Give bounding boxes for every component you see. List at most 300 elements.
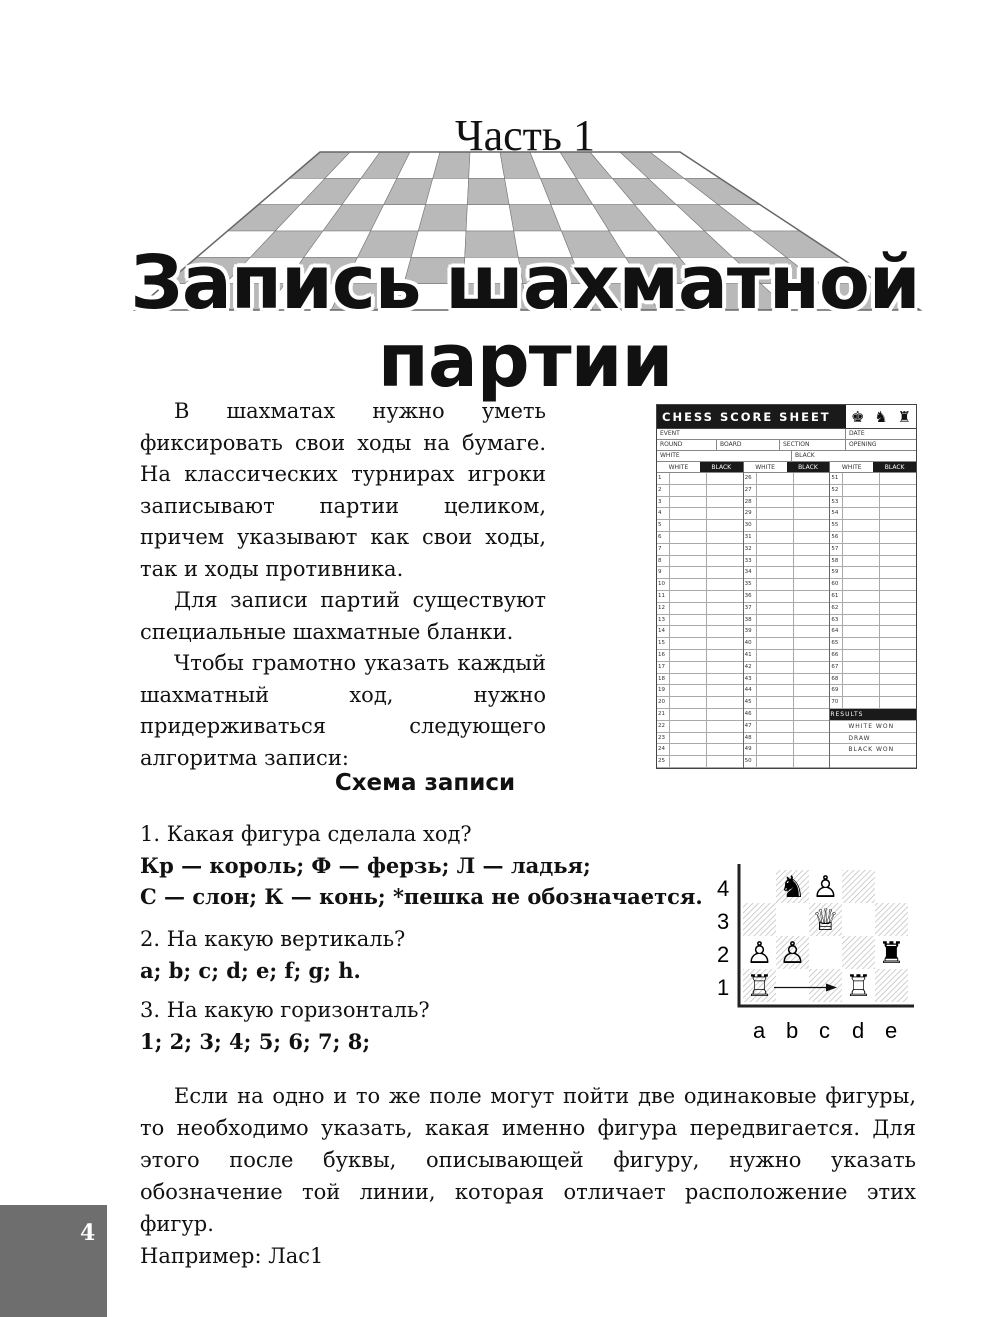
white-move-cell[interactable] (670, 544, 707, 555)
move-row (657, 709, 743, 721)
black-move-cell[interactable] (707, 473, 743, 484)
move-number: 50 (744, 756, 757, 767)
chess-piece-b2: ♙ (779, 936, 806, 971)
chess-piece-c4: ♙ (812, 870, 839, 905)
move-row (830, 685, 916, 697)
black-move-cell[interactable] (707, 685, 743, 696)
white-move-cell[interactable] (757, 674, 794, 685)
black-move-cell[interactable] (707, 709, 743, 720)
move-number: 60 (830, 579, 843, 590)
white-move-cell[interactable] (757, 756, 794, 767)
move-row (657, 508, 743, 520)
white-move-cell[interactable] (757, 497, 794, 508)
move-number: 8 (657, 556, 670, 567)
move-number: 32 (744, 544, 757, 555)
white-move-cell[interactable] (843, 567, 880, 578)
black-move-cell[interactable] (880, 685, 916, 696)
black-move-cell[interactable] (707, 697, 743, 708)
move-row (657, 733, 743, 745)
white-move-cell[interactable] (670, 674, 707, 685)
move-number: 22 (657, 721, 670, 732)
white-move-cell[interactable] (843, 544, 880, 555)
move-number: 56 (830, 532, 843, 543)
black-move-cell[interactable] (707, 650, 743, 661)
move-row (744, 508, 830, 520)
white-move-cell[interactable] (757, 650, 794, 661)
intro-text (140, 396, 546, 774)
move-row (657, 662, 743, 674)
white-move-cell[interactable] (757, 485, 794, 496)
white-player-field: WHITE (657, 451, 792, 461)
white-move-cell[interactable] (670, 591, 707, 602)
white-move-cell[interactable] (670, 626, 707, 637)
black-move-cell[interactable] (794, 567, 830, 578)
black-move-cell[interactable] (707, 638, 743, 649)
white-move-cell[interactable] (670, 485, 707, 496)
white-move-cell[interactable] (670, 638, 707, 649)
move-number: 5 (657, 520, 670, 531)
board-field: BOARD (717, 440, 780, 450)
answer-text: С — слон; К — конь; *пешка не обозначается. (140, 884, 703, 909)
move-row (744, 756, 830, 768)
black-move-cell[interactable] (794, 685, 830, 696)
white-move-cell[interactable] (757, 520, 794, 531)
black-header: BLACK (873, 462, 916, 472)
move-number: 62 (830, 603, 843, 614)
question-2 (140, 924, 405, 986)
white-move-cell[interactable] (670, 508, 707, 519)
chess-piece-d1: ♖ (845, 969, 872, 1004)
move-row (830, 497, 916, 509)
black-move-cell[interactable] (794, 674, 830, 685)
move-number: 53 (830, 497, 843, 508)
question-1 (140, 819, 703, 912)
move-number: 55 (830, 520, 843, 531)
black-move-cell[interactable] (880, 497, 916, 508)
white-move-cell[interactable] (757, 556, 794, 567)
black-move-cell[interactable] (707, 756, 743, 767)
white-move-cell[interactable] (843, 615, 880, 626)
white-move-cell[interactable] (843, 697, 880, 708)
move-number: 44 (744, 685, 757, 696)
file-label: b (786, 1018, 799, 1040)
black-move-cell[interactable] (880, 579, 916, 590)
black-move-cell[interactable] (707, 662, 743, 673)
white-move-cell[interactable] (757, 685, 794, 696)
move-number: 18 (657, 674, 670, 685)
board-square (426, 178, 469, 204)
black-move-cell[interactable] (794, 485, 830, 496)
white-move-cell[interactable] (757, 709, 794, 720)
move-row (657, 532, 743, 544)
move-number: 26 (744, 473, 757, 484)
white-move-cell[interactable] (670, 709, 707, 720)
move-row (744, 591, 830, 603)
move-row (744, 662, 830, 674)
move-row (744, 709, 830, 721)
rank-label: 4 (717, 876, 730, 901)
example-text: Например: Лас1 (140, 1244, 324, 1268)
move-number: 20 (657, 697, 670, 708)
black-move-cell[interactable] (880, 615, 916, 626)
white-move-cell[interactable] (843, 532, 880, 543)
white-move-cell[interactable] (757, 473, 794, 484)
black-move-cell[interactable] (707, 544, 743, 555)
black-move-cell[interactable] (880, 473, 916, 484)
white-move-cell[interactable] (757, 579, 794, 590)
move-row (744, 556, 830, 568)
move-row (830, 485, 916, 497)
black-move-cell[interactable] (707, 603, 743, 614)
move-row (657, 638, 743, 650)
black-move-cell[interactable] (794, 615, 830, 626)
black-move-cell[interactable] (707, 485, 743, 496)
move-row (830, 650, 916, 662)
move-row (657, 544, 743, 556)
black-move-cell[interactable] (794, 626, 830, 637)
section-field: SECTION (780, 440, 846, 450)
black-move-cell[interactable] (794, 532, 830, 543)
move-row (657, 697, 743, 709)
diagram-square (875, 870, 908, 903)
white-move-cell[interactable] (757, 721, 794, 732)
move-number: 61 (830, 591, 843, 602)
chess-piece-a2: ♙ (746, 936, 773, 971)
black-move-cell[interactable] (880, 520, 916, 531)
black-move-cell[interactable] (707, 721, 743, 732)
diagram-square (875, 969, 908, 1002)
white-move-cell[interactable] (757, 532, 794, 543)
move-row (744, 579, 830, 591)
move-number: 23 (657, 733, 670, 744)
move-row (830, 674, 916, 686)
king-icon: ♚ (850, 407, 865, 426)
part-label: Часть 1 (455, 111, 595, 160)
move-row (657, 485, 743, 497)
white-move-cell[interactable] (670, 744, 707, 755)
black-move-cell[interactable] (794, 520, 830, 531)
move-number: 13 (657, 615, 670, 626)
white-header: WHITE (755, 464, 775, 471)
black-move-cell[interactable] (794, 603, 830, 614)
move-number: 46 (744, 709, 757, 720)
rank-label: 3 (717, 909, 730, 934)
white-move-cell[interactable] (843, 650, 880, 661)
white-move-cell[interactable] (670, 685, 707, 696)
paragraph: Если на одно и то же поле могут пойти две одинаковые фигуры, то необходимо указать, какая именно фигура передвигается. Для этого после буквы, описывающей фигуру, нужно указать обозначение той линии, которая отличает расположение этих фигур. (140, 1084, 916, 1236)
white-move-cell[interactable] (670, 733, 707, 744)
black-move-cell[interactable] (707, 556, 743, 567)
move-number: 28 (744, 497, 757, 508)
black-move-cell[interactable] (794, 650, 830, 661)
white-move-cell[interactable] (843, 626, 880, 637)
black-move-cell[interactable] (794, 579, 830, 590)
move-number: 37 (744, 603, 757, 614)
move-number: 4 (657, 508, 670, 519)
move-row (744, 473, 830, 485)
black-move-cell[interactable] (794, 497, 830, 508)
outro-text (140, 1080, 916, 1272)
move-row (744, 674, 830, 686)
white-move-cell[interactable] (757, 733, 794, 744)
move-row (744, 544, 830, 556)
white-move-cell[interactable] (670, 721, 707, 732)
white-move-cell[interactable] (757, 508, 794, 519)
question-text: 2. На какую вертикаль? (140, 927, 406, 951)
move-row (830, 544, 916, 556)
file-label: e (885, 1018, 898, 1040)
black-move-cell[interactable] (707, 674, 743, 685)
move-number: 65 (830, 638, 843, 649)
black-move-cell[interactable] (880, 662, 916, 673)
move-row (744, 685, 830, 697)
move-row (744, 603, 830, 615)
move-number: 47 (744, 721, 757, 732)
move-number: 17 (657, 662, 670, 673)
move-row (744, 567, 830, 579)
black-move-cell[interactable] (707, 615, 743, 626)
black-move-cell[interactable] (880, 508, 916, 519)
white-move-cell[interactable] (843, 674, 880, 685)
white-move-cell[interactable] (670, 603, 707, 614)
white-move-cell[interactable] (843, 591, 880, 602)
move-row (830, 697, 916, 709)
white-move-cell[interactable] (670, 697, 707, 708)
white-move-cell[interactable] (843, 579, 880, 590)
black-move-cell[interactable] (880, 697, 916, 708)
event-field: EVENT (657, 429, 846, 439)
move-row (657, 556, 743, 568)
move-number: 9 (657, 567, 670, 578)
black-header: BLACK (787, 462, 830, 472)
black-move-cell[interactable] (707, 497, 743, 508)
score-column (830, 462, 916, 768)
white-move-cell[interactable] (843, 603, 880, 614)
white-move-cell[interactable] (757, 591, 794, 602)
chess-piece-c3: ♕ (812, 903, 839, 938)
white-move-cell[interactable] (843, 508, 880, 519)
diagram-square (743, 903, 776, 936)
move-row (657, 615, 743, 627)
diagram-square (776, 969, 809, 1002)
answer-text: a; b; c; d; e; f; g; h. (140, 958, 361, 983)
score-column (657, 462, 744, 768)
move-number: 45 (744, 697, 757, 708)
chess-score-sheet (656, 404, 917, 769)
white-move-cell[interactable] (670, 473, 707, 484)
move-row (830, 662, 916, 674)
white-move-cell[interactable] (670, 520, 707, 531)
move-row (657, 721, 743, 733)
move-number: 15 (657, 638, 670, 649)
diagram-square (875, 903, 908, 936)
diagram-square (809, 936, 842, 969)
move-row (657, 650, 743, 662)
question-text: 1. Какая фигура сделала ход? (140, 822, 472, 846)
move-number: 41 (744, 650, 757, 661)
move-number: 52 (830, 485, 843, 496)
white-move-cell[interactable] (757, 662, 794, 673)
black-move-cell[interactable] (707, 626, 743, 637)
black-move-cell[interactable] (794, 744, 830, 755)
move-row (744, 497, 830, 509)
white-move-cell[interactable] (757, 544, 794, 555)
move-number: 6 (657, 532, 670, 543)
move-number: 48 (744, 733, 757, 744)
move-number: 63 (830, 615, 843, 626)
black-move-cell[interactable] (794, 544, 830, 555)
black-move-cell[interactable] (880, 532, 916, 543)
move-row (744, 697, 830, 709)
move-row (830, 508, 916, 520)
black-move-cell[interactable] (794, 662, 830, 673)
black-move-cell[interactable] (794, 556, 830, 567)
question-3 (140, 995, 430, 1057)
file-label: c (819, 1018, 830, 1040)
black-move-cell[interactable] (707, 508, 743, 519)
black-move-cell[interactable] (880, 626, 916, 637)
white-move-cell[interactable] (843, 473, 880, 484)
scheme-heading: Схема записи (334, 770, 516, 796)
black-move-cell[interactable] (880, 591, 916, 602)
black-move-cell[interactable] (794, 473, 830, 484)
move-number: 39 (744, 626, 757, 637)
white-header: WHITE (668, 464, 689, 471)
page-number: 4 (80, 1220, 96, 1246)
move-number: 43 (744, 674, 757, 685)
black-move-cell[interactable] (880, 544, 916, 555)
result-black-won[interactable]: BLACK WON (830, 744, 916, 756)
black-move-cell[interactable] (707, 591, 743, 602)
black-move-cell[interactable] (794, 721, 830, 732)
black-move-cell[interactable] (707, 579, 743, 590)
move-number: 1 (657, 473, 670, 484)
file-label: a (753, 1018, 766, 1040)
white-move-cell[interactable] (757, 638, 794, 649)
white-move-cell[interactable] (670, 532, 707, 543)
move-row (657, 473, 743, 485)
white-move-cell[interactable] (843, 662, 880, 673)
move-row (830, 567, 916, 579)
white-move-cell[interactable] (843, 556, 880, 567)
move-row (830, 520, 916, 532)
rank-label: 1 (717, 975, 730, 1000)
black-move-cell[interactable] (880, 556, 916, 567)
white-move-cell[interactable] (757, 626, 794, 637)
white-move-cell[interactable] (843, 685, 880, 696)
paragraph: Для записи партий существуют специальные шахматные бланки. (140, 588, 546, 644)
diagram-square (842, 903, 875, 936)
result-white-won[interactable]: WHITE WON (830, 721, 916, 733)
chess-piece-b4: ♞ (779, 870, 806, 905)
white-move-cell[interactable] (843, 638, 880, 649)
black-move-cell[interactable] (880, 485, 916, 496)
move-number: 36 (744, 591, 757, 602)
black-move-cell[interactable] (794, 697, 830, 708)
white-move-cell[interactable] (670, 497, 707, 508)
white-move-cell[interactable] (670, 615, 707, 626)
move-number: 35 (744, 579, 757, 590)
result-empty-row (830, 756, 916, 768)
chess-piece-e2: ♜ (878, 936, 905, 971)
move-number: 29 (744, 508, 757, 519)
black-move-cell[interactable] (794, 508, 830, 519)
black-move-cell[interactable] (880, 674, 916, 685)
diagram-square (776, 903, 809, 936)
move-number: 21 (657, 709, 670, 720)
move-number: 14 (657, 626, 670, 637)
move-row (657, 674, 743, 686)
white-move-cell[interactable] (670, 650, 707, 661)
move-number: 10 (657, 579, 670, 590)
move-row (657, 603, 743, 615)
move-number: 42 (744, 662, 757, 673)
white-move-cell[interactable] (670, 662, 707, 673)
move-number: 16 (657, 650, 670, 661)
black-move-cell[interactable] (707, 733, 743, 744)
diagram-square (842, 936, 875, 969)
white-move-cell[interactable] (757, 744, 794, 755)
move-row (657, 567, 743, 579)
white-move-cell[interactable] (757, 603, 794, 614)
black-move-cell[interactable] (794, 591, 830, 602)
black-move-cell[interactable] (794, 756, 830, 767)
move-number: 57 (830, 544, 843, 555)
black-move-cell[interactable] (880, 567, 916, 578)
black-move-cell[interactable] (794, 709, 830, 720)
move-number: 7 (657, 544, 670, 555)
move-number: 30 (744, 520, 757, 531)
black-move-cell[interactable] (707, 532, 743, 543)
white-move-cell[interactable] (843, 520, 880, 531)
black-move-cell[interactable] (880, 603, 916, 614)
white-move-cell[interactable] (670, 756, 707, 767)
white-move-cell[interactable] (843, 485, 880, 496)
move-row (830, 473, 916, 485)
move-number: 51 (830, 473, 843, 484)
black-move-cell[interactable] (880, 650, 916, 661)
white-move-cell[interactable] (843, 497, 880, 508)
move-row (657, 497, 743, 509)
black-move-cell[interactable] (707, 744, 743, 755)
move-row (744, 520, 830, 532)
knight-icon: ♞ (874, 407, 888, 426)
board-square (418, 205, 467, 231)
white-move-cell[interactable] (757, 697, 794, 708)
white-move-cell[interactable] (670, 567, 707, 578)
chapter-title: Запись шахматной (130, 240, 920, 326)
white-move-cell[interactable] (757, 567, 794, 578)
black-move-cell[interactable] (794, 638, 830, 649)
date-field: DATE (849, 430, 865, 437)
black-move-cell[interactable] (707, 567, 743, 578)
white-move-cell[interactable] (757, 615, 794, 626)
question-text: 3. На какую горизонталь? (140, 998, 430, 1022)
black-move-cell[interactable] (880, 638, 916, 649)
move-number: 64 (830, 626, 843, 637)
paragraph: В шахматах нужно уметь фиксировать свои ходы на бумаге. На классических турнирах игроки записывают партии целиком, причем указывают как свои ходы, так и ходы противника. (140, 399, 546, 581)
board-square (467, 178, 509, 204)
move-number: 19 (657, 685, 670, 696)
white-move-cell[interactable] (670, 579, 707, 590)
move-row (830, 556, 916, 568)
black-move-cell[interactable] (707, 520, 743, 531)
move-row (744, 626, 830, 638)
result-draw[interactable]: DRAW (830, 733, 916, 745)
white-move-cell[interactable] (670, 556, 707, 567)
round-field: ROUND (657, 440, 717, 450)
black-move-cell[interactable] (794, 733, 830, 744)
